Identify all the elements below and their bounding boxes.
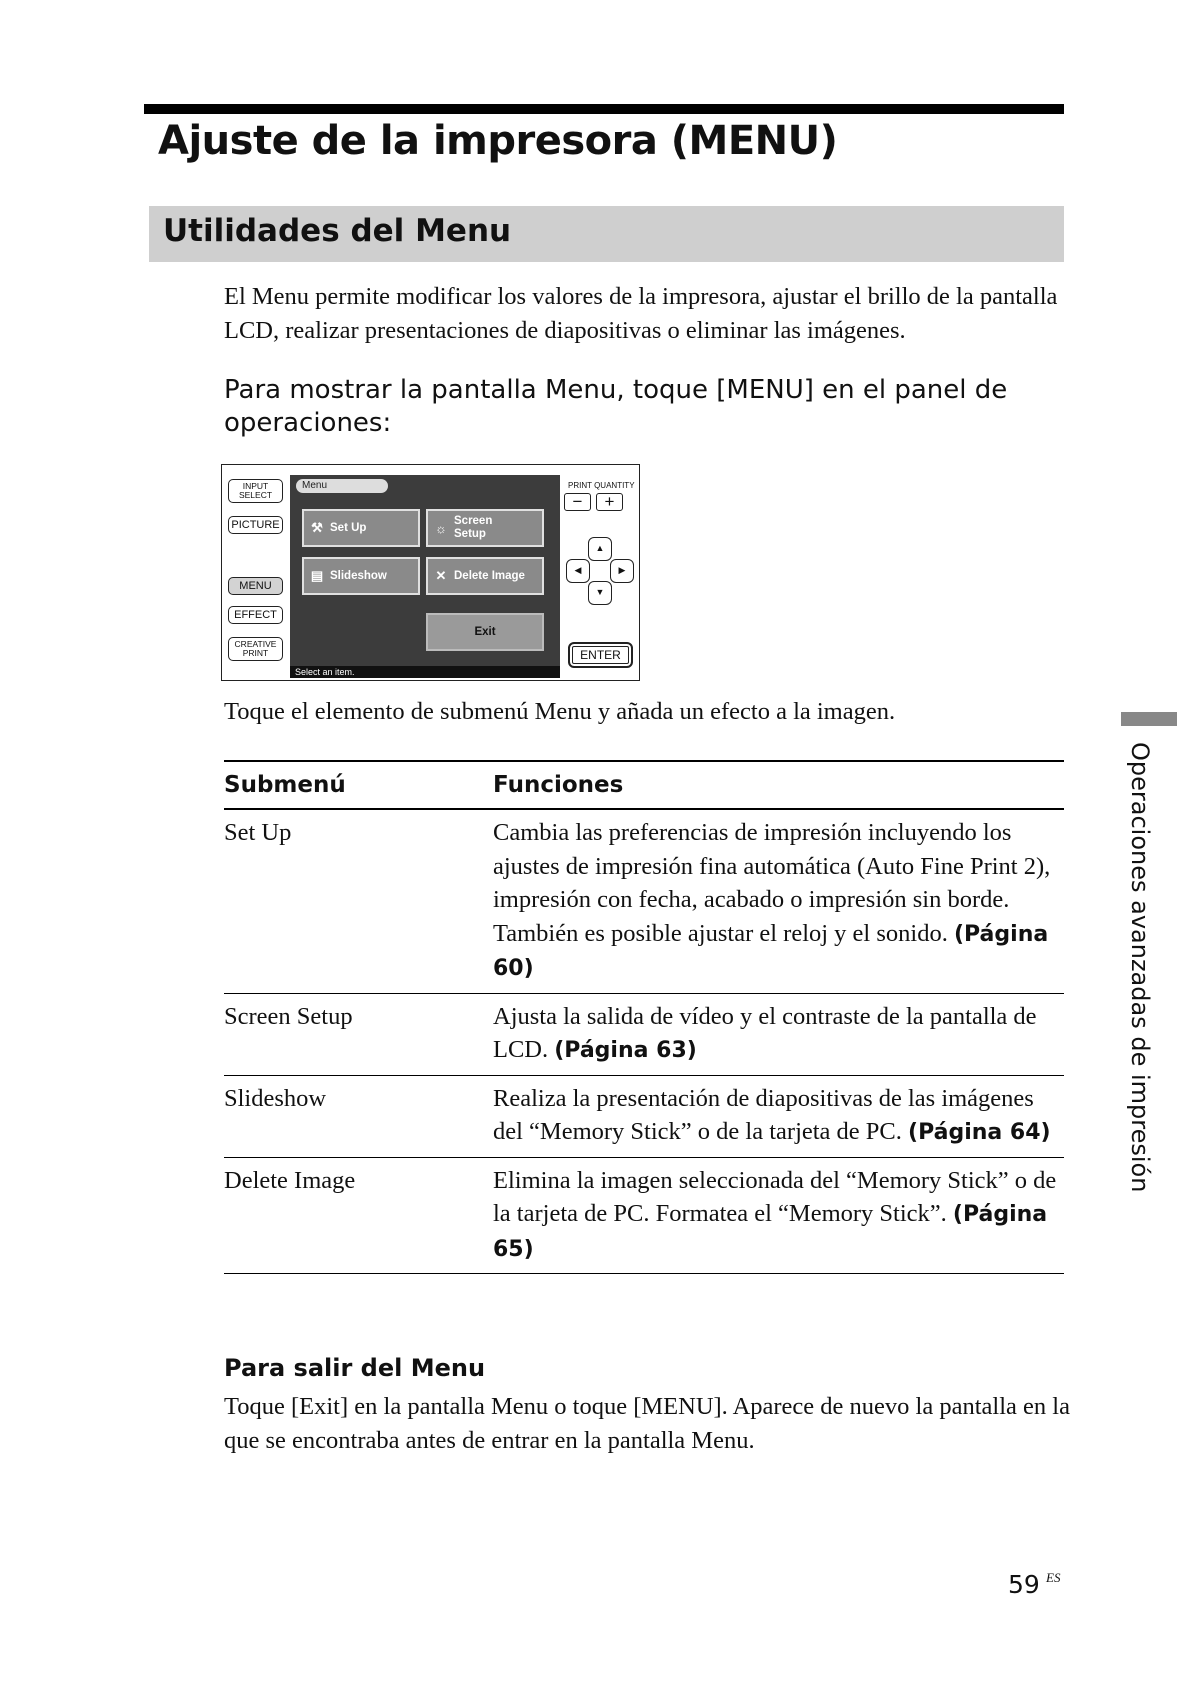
table-row xyxy=(224,1075,1064,1157)
submenu-cell: Slideshow xyxy=(224,1075,493,1157)
delete-image-item xyxy=(426,557,544,595)
page-number: 59 xyxy=(1008,1570,1040,1599)
lead-instruction: Para mostrar la pantalla Menu, toque [MENU] en el panel de operaciones: xyxy=(224,375,1008,438)
delete-image-label: Delete Image xyxy=(454,570,525,582)
brightness-icon: ☼ xyxy=(435,520,447,536)
figure-caption: Toque el elemento de submenú Menu y añada un efecto a la imagen. xyxy=(224,698,896,725)
operation-panel-figure xyxy=(221,464,640,681)
setup-label: Set Up xyxy=(330,522,367,534)
screen-setup-label: Screen Setup xyxy=(454,515,493,540)
chapter-tab xyxy=(1121,712,1177,726)
exit-paragraph: Toque [Exit] en la pantalla Menu o toque [MENU]. Aparece de nuevo la pantalla en la que se encontraba antes de entrar en la pantalla Menu. xyxy=(224,1393,1070,1454)
effect-button: EFFECT xyxy=(228,606,283,624)
input-select-button: INPUT SELECT xyxy=(228,479,283,503)
table-row xyxy=(224,809,1064,993)
down-arrow-icon: ▼ xyxy=(588,581,612,605)
function-text: Cambia las preferencias de impresión incluyendo los ajustes de impresión fina automática (Auto Fine Print 2), impresión con fecha, acabado o impresión sin borde. También es posible ajustar el reloj y el sonido. xyxy=(493,819,1051,947)
table-header-row xyxy=(224,761,1064,809)
function-text: Ajusta la salida de vídeo y el contraste de la pantalla de LCD. xyxy=(493,1002,1037,1063)
chapter-label: Operaciones avanzadas de impresión xyxy=(1126,742,1154,1193)
slideshow-label: Slideshow xyxy=(330,570,387,582)
exit-item: Exit xyxy=(426,613,544,651)
page-title: Ajuste de la impresora (MENU) xyxy=(158,118,838,164)
submenu-cell: Set Up xyxy=(224,809,493,993)
function-cell xyxy=(493,1157,1064,1274)
delete-icon: ✕ xyxy=(435,568,447,583)
lcd-status: Select an item. xyxy=(290,666,560,678)
tools-icon: ⚒ xyxy=(311,520,323,535)
slideshow-item xyxy=(302,557,420,595)
top-rule xyxy=(144,104,1064,114)
header-functions: Funciones xyxy=(493,761,1064,809)
quantity-minus-button: − xyxy=(564,493,591,511)
table-row xyxy=(224,1157,1064,1274)
exit-heading: Para salir del Menu xyxy=(224,1354,486,1382)
section-title: Utilidades del Menu xyxy=(163,213,512,249)
creative-print-button: CREATIVE PRINT xyxy=(228,637,283,661)
slideshow-icon: ▤ xyxy=(310,568,324,583)
left-arrow-icon: ◀ xyxy=(566,559,590,583)
setup-item xyxy=(302,509,420,547)
page-reference: (Página 64) xyxy=(908,1120,1051,1145)
function-cell xyxy=(493,993,1064,1075)
submenu-table xyxy=(224,760,1064,1274)
function-cell xyxy=(493,809,1064,993)
page-reference: (Página 60) xyxy=(493,921,1049,981)
page-reference: (Página 65) xyxy=(493,1202,1048,1262)
function-cell xyxy=(493,1075,1064,1157)
print-quantity-label: PRINT QUANTITY xyxy=(568,481,635,490)
submenu-cell: Screen Setup xyxy=(224,993,493,1075)
enter-button: ENTER xyxy=(568,642,633,668)
lcd-menu-title: Menu xyxy=(296,479,388,493)
page-language: ES xyxy=(1046,1570,1061,1585)
quantity-plus-button: + xyxy=(596,493,623,511)
submenu-cell: Delete Image xyxy=(224,1157,493,1274)
picture-button: PICTURE xyxy=(228,516,283,534)
intro-paragraph: El Menu permite modificar los valores de la impresora, ajustar el brillo de la pantalla LCD, realizar presentaciones de diapositivas o eliminar las imágenes. xyxy=(224,283,1058,344)
page-reference: (Página 63) xyxy=(554,1038,697,1063)
menu-button: MENU xyxy=(228,577,283,595)
lcd-screen xyxy=(290,475,560,678)
right-arrow-icon: ▶ xyxy=(610,559,634,583)
table-row xyxy=(224,993,1064,1075)
function-text: Elimina la imagen seleccionada del “Memory Stick” o de la tarjeta de PC. Formatea el “Memory Stick”. xyxy=(493,1166,1057,1227)
header-submenu: Submenú xyxy=(224,761,493,809)
screen-setup-item xyxy=(426,509,544,547)
function-text: Realiza la presentación de diapositivas de las imágenes del “Memory Stick” o de la tarjeta de PC. xyxy=(493,1084,1034,1145)
up-arrow-icon: ▲ xyxy=(588,537,612,561)
